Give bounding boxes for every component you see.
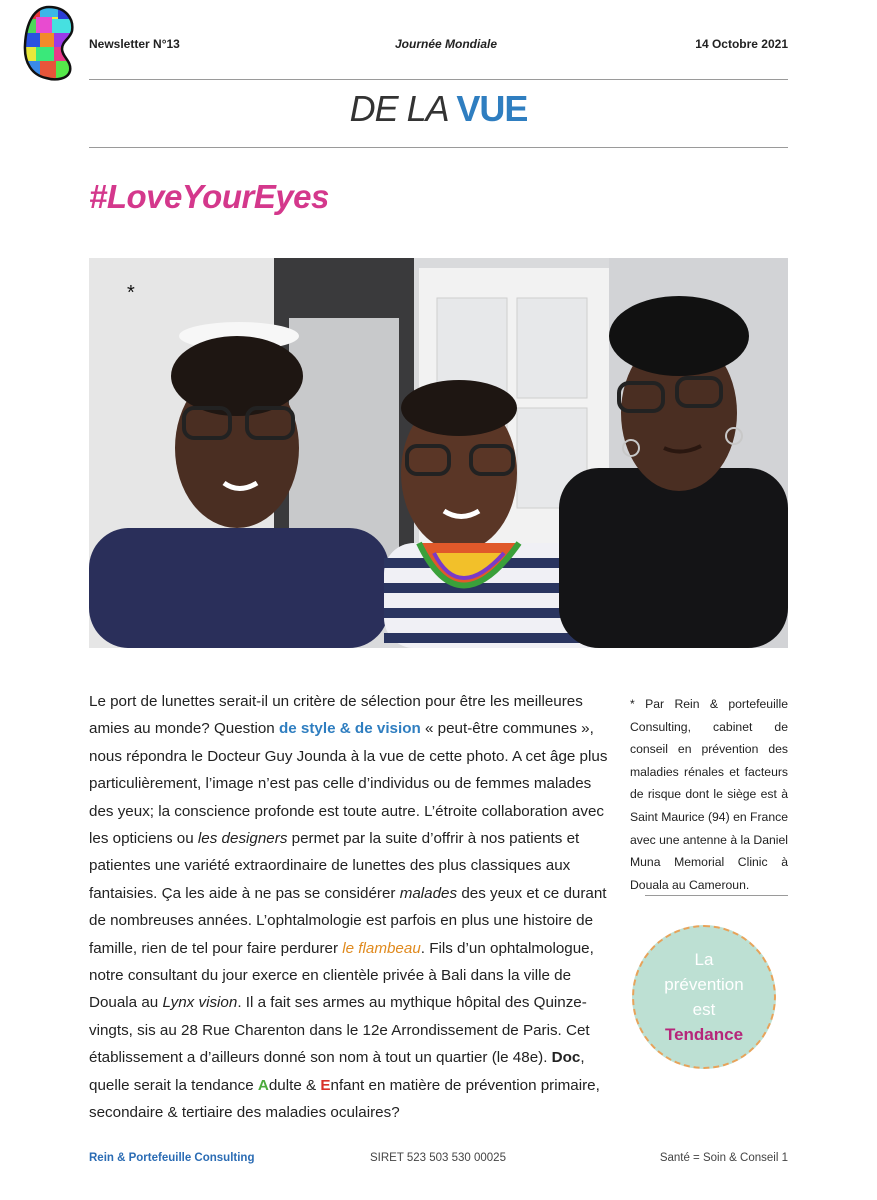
issue-date: 14 Octobre 2021 xyxy=(695,37,788,51)
footer-page: Santé = Soin & Conseil 1 xyxy=(659,1152,788,1164)
adulte-rest: dulte & xyxy=(268,1076,321,1094)
lynx-vision-italic: Lynx vision xyxy=(162,994,238,1012)
event-name: Journée Mondiale xyxy=(395,37,498,51)
flambeau-accent: le flambeau xyxy=(342,939,421,957)
kidney-logo-icon xyxy=(22,5,76,81)
style-vision-accent: de style & de vision xyxy=(278,720,421,738)
hashtag-heading: #LoveYourEyes xyxy=(89,178,329,215)
photo-asterisk: * xyxy=(127,282,135,304)
body-text-8: nfant en matière de prévention primaire, secondaire & tertiaire des maladies oculaires? xyxy=(89,1076,600,1122)
doc-bold: Doc xyxy=(551,1049,581,1067)
designers-italic: les designers xyxy=(197,830,288,848)
badge-line-1: La xyxy=(694,950,714,969)
page-title xyxy=(89,88,788,130)
header-divider xyxy=(89,79,788,80)
body-text-1: Le port de lunettes serait-il un critère de sélection pour être les meilleures amies au monde? Question xyxy=(89,693,583,738)
title-prefix: DE LA xyxy=(349,88,457,129)
badge-line-3: est xyxy=(692,1000,716,1019)
prevention-badge xyxy=(632,925,776,1069)
group-photo xyxy=(89,258,788,648)
badge-line-4: Tendance xyxy=(664,1025,744,1044)
author-note: * Par Rein & portefeuille Consulting, cabinet de conseil en prévention des maladies rénales et facteurs de risque dont le siège est à Saint Maurice (94) en France avec une antenne à la Daniel Muna Memorial Clinic à Douala au Cameroun. xyxy=(630,697,788,892)
footer-company: Rein & Portefeuille Consulting xyxy=(89,1152,255,1164)
sidebar-divider xyxy=(645,895,788,896)
title-divider xyxy=(89,147,788,148)
title-highlight: VUE xyxy=(456,88,528,129)
footer-siret: SIRET 523 503 530 00025 xyxy=(370,1152,506,1164)
newsletter-number: Newsletter N°13 xyxy=(89,37,180,51)
body-text-7: , quelle serait la tendance xyxy=(89,1049,585,1094)
enfant-initial: E xyxy=(320,1076,331,1094)
adulte-initial: A xyxy=(257,1076,269,1094)
malades-italic: malades xyxy=(399,884,458,902)
article-body xyxy=(89,688,619,1127)
body-text-4: des yeux et ce durant de nombreuses années. L’ophtalmologie est parfois en plus une histoire de famille, rien de tel pour faire perdurer xyxy=(89,884,607,957)
body-text-3: permet par la suite d’offrir à nos patients et patientes une variété extraordinaire de lunettes des plus classiques aux fantaisies. Ça les aide à ne pas se considérer xyxy=(89,830,580,902)
badge-line-2: prévention xyxy=(664,975,744,994)
body-text-2: « peut-être communes », nous répondra le Docteur Guy Jounda à la vue de cette photo. A cet âge plus particulièrement, l’image n’est pas celle d’individus ou de femmes malades des yeux; la conscience profonde est toute autre. L’étroite collaboration avec les opticiens ou xyxy=(89,720,608,848)
body-text-5: . Fils d’un ophtalmologue, notre consultant du jour exerce en clientèle privée à Bali dans la ville de Douala au xyxy=(89,939,594,1012)
body-text-6: . Il a fait ses armes au mythique hôpital des Quinze-vingts, sis au 28 Rue Charenton dans le 12e Arrondissement de Paris. Cet établissement a d’ailleurs donné son nom à tout un quartier (le 48e). xyxy=(89,994,590,1067)
